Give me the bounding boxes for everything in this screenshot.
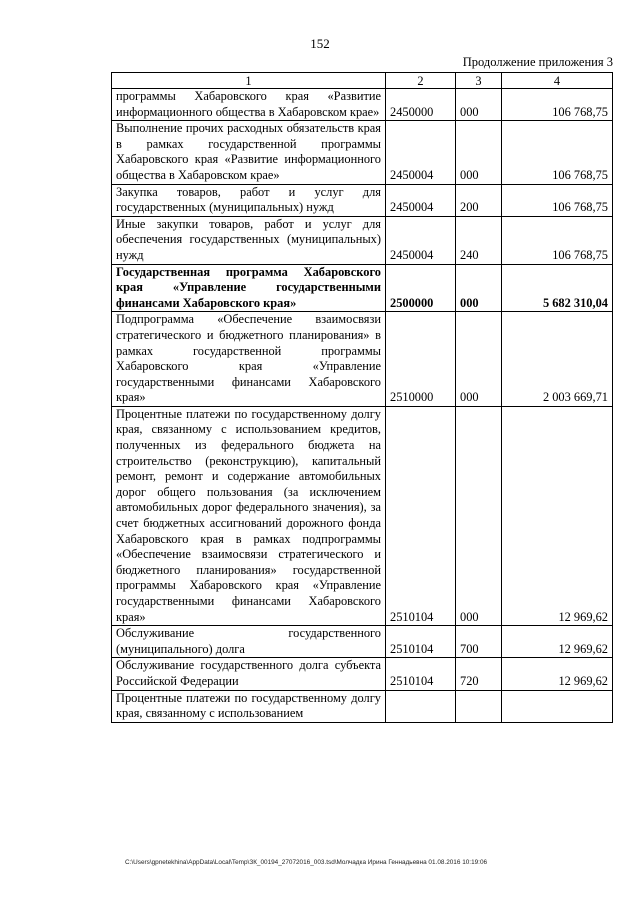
row-name-cell: программы Хабаровского края «Развитие информационного общества в Хабаровском крае»: [112, 89, 386, 121]
row-kind-cell: 200: [456, 184, 502, 216]
row-code-cell: 2510104: [386, 626, 456, 658]
row-name-cell: Государственная программа Хабаровского края «Управление государственными финансами Хабаровского края»: [112, 264, 386, 312]
table-body: [112, 89, 613, 723]
row-name-cell: Процентные платежи по государственному долгу края, связанному с использованием кредитов, полученных из федерального бюджета на строительство (реконструкцию), капитальный ремонт, ремонт и содержание автомобильных дорог общего пользования (за исключением автомобильных дорог федерального значения), за счет бюджетных ассигнований дорожного фонда Хабаровского края в рамках подпрограммы «Обеспечение взаимосвязи стратегического и бюджетного планирования» государственной программы Хабаровского края «Управление государственными финансами Хабаровского края»: [112, 406, 386, 625]
row-code-cell: 2450004: [386, 121, 456, 184]
row-name-cell: Закупка товаров, работ и услуг для государственных (муниципальных) нужд: [112, 184, 386, 216]
row-kind-cell: 000: [456, 89, 502, 121]
row-sum-cell: [502, 690, 613, 722]
row-code-cell: 2510104: [386, 658, 456, 690]
table-row: [112, 216, 613, 264]
table-row: [112, 184, 613, 216]
row-code-cell: 2510000: [386, 312, 456, 407]
page-number: 152: [310, 36, 330, 51]
table-row: [112, 264, 613, 312]
row-name-cell: Выполнение прочих расходных обязательств края в рамках государственной программы Хабаровского края «Развитие информационного общества в Хабаровском крае»: [112, 121, 386, 184]
table-row: [112, 312, 613, 407]
row-code-cell: 2450004: [386, 184, 456, 216]
row-sum-cell: 106 768,75: [502, 216, 613, 264]
row-sum-cell: 12 969,62: [502, 658, 613, 690]
row-kind-cell: 000: [456, 121, 502, 184]
table-row: [112, 658, 613, 690]
table-row: [112, 626, 613, 658]
row-name-cell: Обслуживание государственного долга субъекта Российской Федерации: [112, 658, 386, 690]
row-sum-cell: 2 003 669,71: [502, 312, 613, 407]
table-row: [112, 121, 613, 184]
column-header-kind: 3: [456, 73, 502, 89]
row-code-cell: 2450000: [386, 89, 456, 121]
table-row: [112, 690, 613, 722]
continuation-note: Продолжение приложения 3: [462, 55, 613, 69]
row-kind-cell: 000: [456, 312, 502, 407]
column-header-sum: 4: [502, 73, 613, 89]
table-row: [112, 406, 613, 625]
column-header-code: 2: [386, 73, 456, 89]
row-kind-cell: 000: [456, 264, 502, 312]
row-kind-cell: 700: [456, 626, 502, 658]
row-name-cell: Процентные платежи по государственному долгу края, связанному с использованием: [112, 690, 386, 722]
row-sum-cell: 106 768,75: [502, 184, 613, 216]
row-name-cell: Подпрограмма «Обеспечение взаимосвязи стратегического и бюджетного планирования» в рамках государственной программы Хабаровского края «Управление государственными финансами Хабаровского края»: [112, 312, 386, 407]
budget-table: [111, 72, 613, 723]
row-code-cell: 2500000: [386, 264, 456, 312]
row-name-cell: Иные закупки товаров, работ и услуг для обеспечения государственных (муниципальных) нужд: [112, 216, 386, 264]
row-sum-cell: 106 768,75: [502, 89, 613, 121]
row-code-cell: [386, 690, 456, 722]
row-kind-cell: 000: [456, 406, 502, 625]
row-kind-cell: 720: [456, 658, 502, 690]
row-code-cell: 2450004: [386, 216, 456, 264]
row-sum-cell: 106 768,75: [502, 121, 613, 184]
footer-file-path: C:\Users\gpnetekhina\AppData\Local\Temp\ЗК_00194_27072016_003.tsd\Молчадка Ирина Геннадьевна 01.08.2016 10:19:06: [125, 859, 488, 866]
row-kind-cell: [456, 690, 502, 722]
table-row: [112, 89, 613, 121]
row-sum-cell: 12 969,62: [502, 406, 613, 625]
table-header-row: [112, 73, 613, 89]
row-kind-cell: 240: [456, 216, 502, 264]
row-sum-cell: 5 682 310,04: [502, 264, 613, 312]
row-name-cell: Обслуживание государственного (муниципального) долга: [112, 626, 386, 658]
row-code-cell: 2510104: [386, 406, 456, 625]
column-header-name: 1: [112, 73, 386, 89]
row-sum-cell: 12 969,62: [502, 626, 613, 658]
